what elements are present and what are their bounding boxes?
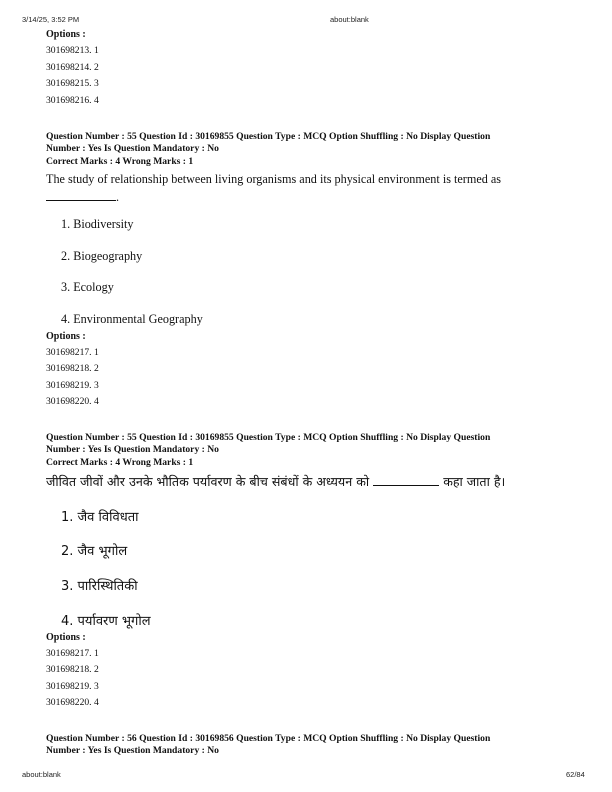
option-id: 301698220. 4 (46, 697, 99, 708)
question-text-before: जीवित जीवों और उनके भौतिक पर्यावरण के बीच संबंधों के अध्ययन को (46, 474, 370, 489)
question-blank (46, 190, 119, 205)
choice-item: 3. पारिस्थितिकी (61, 579, 138, 594)
question-marks: Correct Marks : 4 Wrong Marks : 1 (46, 457, 194, 468)
choice-item: 3. Ecology (61, 280, 114, 294)
print-page-number: 62/84 (566, 770, 585, 779)
print-footer-url: about:blank (22, 770, 61, 779)
option-id: 301698214. 2 (46, 62, 99, 73)
question-meta-line2: Number : Yes Is Question Mandatory : No (46, 444, 219, 455)
choice-item: 1. जैव विविधता (61, 510, 139, 525)
option-id: 301698220. 4 (46, 396, 99, 407)
question-marks: Correct Marks : 4 Wrong Marks : 1 (46, 156, 194, 167)
question-meta-line1: Question Number : 56 Question Id : 30169856 Question Type : MCQ Option Shuffling : No Display Question (46, 733, 491, 744)
option-id: 301698219. 3 (46, 380, 99, 391)
answer-blank (373, 485, 439, 486)
question-text: The study of relationship between living organisms and its physical environment is termed as (46, 172, 502, 186)
option-id: 301698219. 3 (46, 681, 99, 692)
options-label: Options : (46, 632, 86, 643)
choice-item: 4. पर्यावरण भूगोल (61, 614, 151, 629)
choice-item: 2. जैव भूगोल (61, 544, 128, 559)
option-id: 301698217. 1 (46, 347, 99, 358)
option-id: 301698218. 2 (46, 664, 99, 675)
choice-item: 4. Environmental Geography (61, 312, 203, 326)
print-timestamp: 3/14/25, 3:52 PM (22, 15, 80, 24)
question-meta-line1: Question Number : 55 Question Id : 30169855 Question Type : MCQ Option Shuffling : No Display Question (46, 131, 491, 142)
option-id: 301698215. 3 (46, 78, 99, 89)
print-title: about:blank (330, 15, 369, 24)
answer-blank (46, 200, 116, 201)
option-id: 301698213. 1 (46, 45, 99, 56)
option-id: 301698216. 4 (46, 95, 99, 106)
options-label: Options : (46, 331, 86, 342)
choice-item: 1. Biodiversity (61, 217, 134, 231)
question-meta-line2: Number : Yes Is Question Mandatory : No (46, 143, 219, 154)
question-end-punct: . (116, 190, 120, 204)
choice-item: 2. Biogeography (61, 249, 143, 263)
question-meta-line1: Question Number : 55 Question Id : 30169855 Question Type : MCQ Option Shuffling : No Display Question (46, 432, 491, 443)
options-label: Options : (46, 29, 86, 40)
option-id: 301698218. 2 (46, 363, 99, 374)
question-text-after: कहा जाता है। (443, 474, 506, 489)
option-id: 301698217. 1 (46, 648, 99, 659)
question-text-hindi (46, 473, 505, 490)
question-meta-line2: Number : Yes Is Question Mandatory : No (46, 745, 219, 756)
